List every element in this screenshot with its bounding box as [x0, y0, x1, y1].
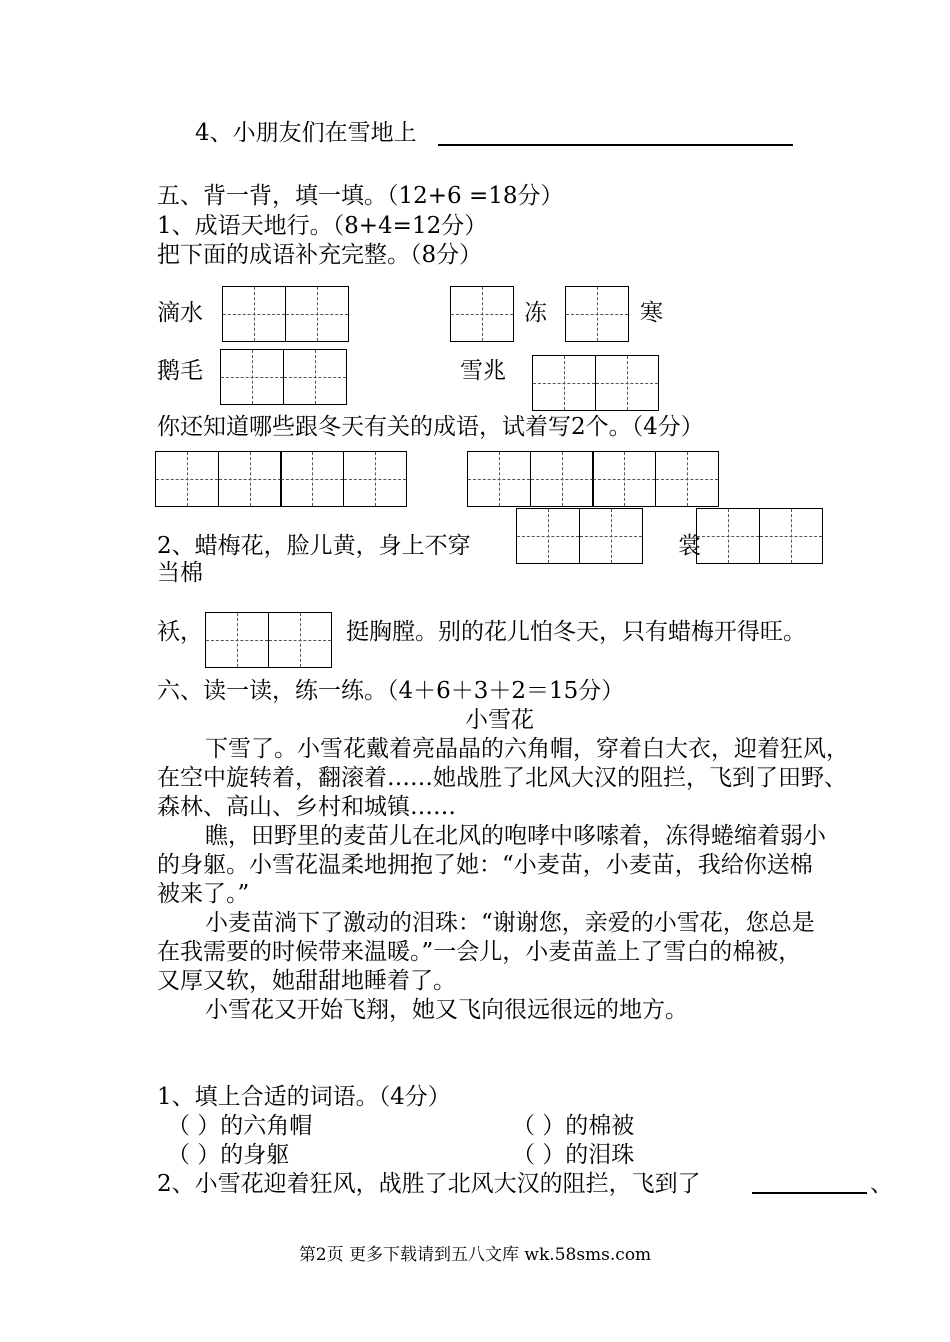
poem-line-b: 裳: [678, 533, 701, 559]
idiom-write-2[interactable]: [467, 451, 719, 507]
blank-3[interactable]: （ ）的身躯: [167, 1142, 290, 1168]
poem-box-1[interactable]: [516, 508, 643, 564]
poem-line-a: 2、蜡梅花，脸儿黄，身上不穿: [157, 533, 471, 559]
idiom-3-boxes[interactable]: [220, 349, 347, 405]
story-p2-line2: 的身躯。小雪花温柔地拥抱了她：“小麦苗，小麦苗，我给你送棉: [157, 852, 813, 878]
section-5-title: 五、背一背，填一填。（12+6 =18分）: [157, 183, 564, 209]
section-5-instruction: 把下面的成语补充完整。（8分）: [157, 242, 483, 268]
story-p1-line1: 下雪了。小雪花戴着亮晶晶的六角帽，穿着白大衣，迎着狂风，: [205, 736, 849, 762]
answer-line-4[interactable]: [438, 144, 793, 146]
question-6-2-end: 、: [870, 1171, 893, 1197]
section-6-title: 六、读一读，练一练。（4＋6＋3＋2＝15分）: [157, 678, 625, 704]
idiom-1-label: 滴水: [157, 300, 203, 326]
story-p4: 小雪花又开始飞翔，她又飞向很远很远的地方。: [205, 997, 688, 1023]
story-p3-line1: 小麦苗淌下了激动的泪珠：“谢谢您，亲爱的小雪花，您总是: [205, 910, 815, 936]
idiom-4-boxes[interactable]: [532, 355, 659, 411]
idiom-1-boxes[interactable]: [222, 286, 349, 342]
idiom-3-label: 鹅毛: [157, 358, 203, 384]
blank-4[interactable]: （ ）的泪珠: [512, 1142, 635, 1168]
story-p1-line3: 森林、高山、乡村和城镇……: [157, 794, 456, 820]
story-title: 小雪花: [465, 707, 534, 733]
idiom-write-1[interactable]: [155, 451, 407, 507]
poem-box-3[interactable]: [205, 612, 332, 668]
story-p3-line3: 又厚又软，她甜甜地睡着了。: [157, 968, 456, 994]
idiom-2-box-b[interactable]: [565, 286, 629, 342]
poem-line-c: 当棉: [157, 560, 203, 586]
more-idioms-prompt: 你还知道哪些跟冬天有关的成语，试着写2个。（4分）: [157, 414, 704, 440]
idiom-2-end: 寒: [640, 300, 663, 326]
blank-2[interactable]: （ ）的棉被: [512, 1113, 635, 1139]
question-6-1: 1、填上合适的词语。（4分）: [157, 1084, 451, 1110]
blank-1[interactable]: （ ）的六角帽: [167, 1113, 313, 1139]
question-6-2: 2、小雪花迎着狂风，战胜了北风大汉的阻拦，飞到了: [157, 1171, 701, 1197]
page-footer: 第2页 更多下载请到五八文库 wk.58sms.com: [298, 1245, 652, 1265]
poem-line-e: 挺胸膛。别的花儿怕冬天，只有蜡梅开得旺。: [346, 619, 806, 645]
idiom-2-box-a[interactable]: [450, 286, 514, 342]
story-p3-line2: 在我需要的时候带来温暖。”一会儿，小麦苗盖上了雪白的棉被，: [157, 939, 802, 965]
section-5-sub1: 1、成语天地行。（8+4=12分）: [157, 213, 488, 239]
story-p2-line1: 瞧，田野里的麦苗儿在北风的咆哮中哆嗦着，冻得蜷缩着弱小: [205, 823, 826, 849]
story-p2-line3: 被来了。”: [157, 881, 250, 907]
story-p1-line2: 在空中旋转着，翻滚着……她战胜了北风大汉的阻拦，飞到了田野、: [157, 765, 847, 791]
idiom-4-label: 雪兆: [460, 358, 506, 384]
idiom-2-mid: 冻: [524, 300, 547, 326]
answer-line-6-2[interactable]: [752, 1192, 867, 1194]
poem-line-d: 袄，: [157, 619, 203, 645]
poem-box-2[interactable]: [696, 508, 823, 564]
question-4: 4、小朋友们在雪地上: [195, 120, 417, 146]
